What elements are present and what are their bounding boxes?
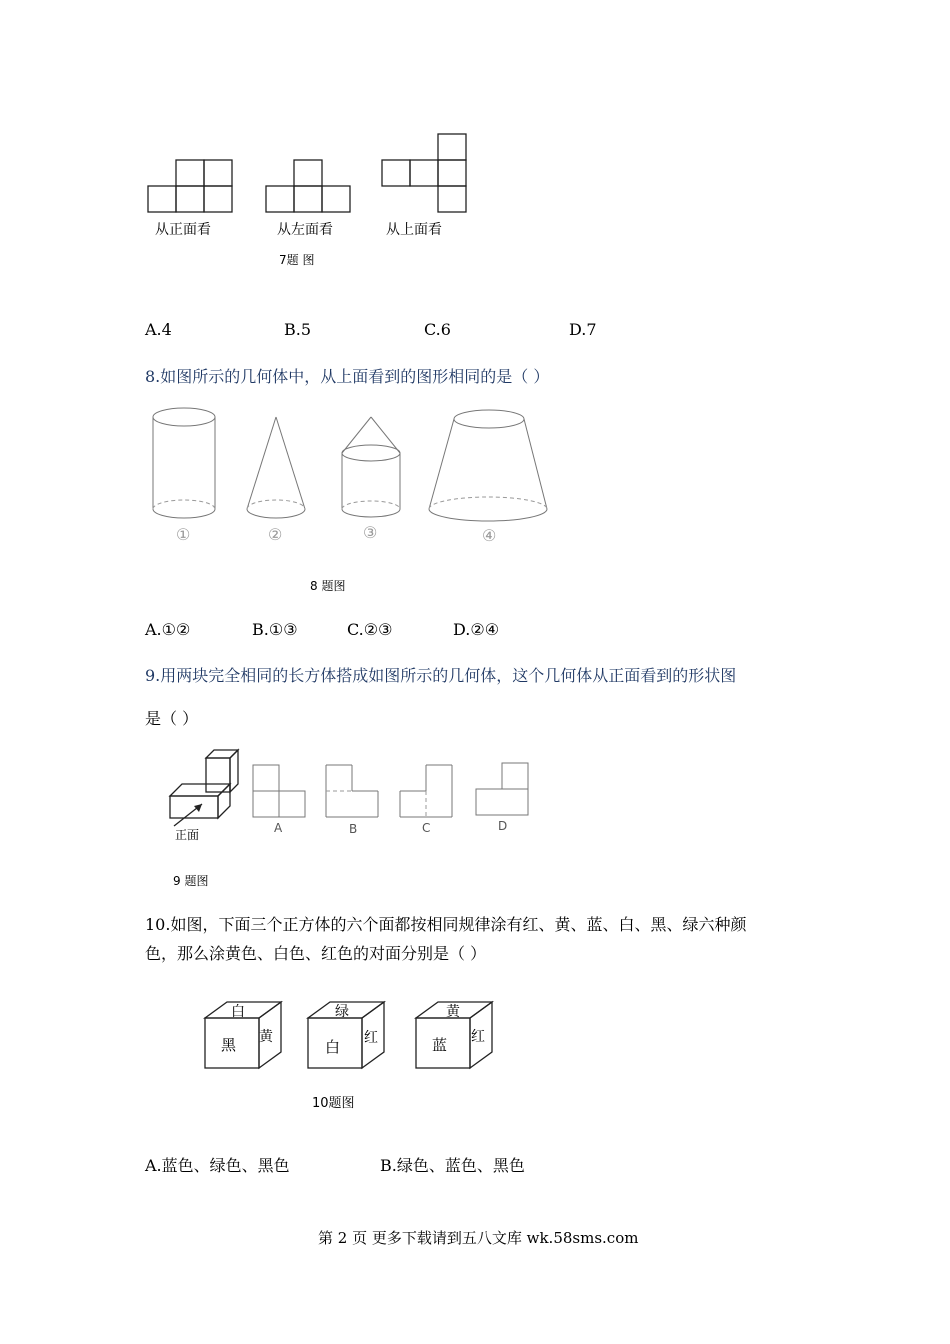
- q10-question-line2: 色，那么涂黄色、白色、红色的对面分别是（ ）: [145, 944, 487, 963]
- q9-option-c-figure: [400, 765, 456, 821]
- q10-cube-2-side: 红: [364, 1030, 378, 1046]
- q10-option-b: B.绿色、蓝色、黑色: [380, 1156, 525, 1175]
- q9-option-b-figure: [326, 765, 382, 821]
- q10-cube-1-front: 黑: [221, 1036, 237, 1054]
- q9-option-label-a: A: [274, 821, 283, 835]
- q10-cube-2-top: 绿: [335, 1004, 349, 1020]
- q7-view-label-top: 从上面看: [386, 222, 442, 238]
- q9-question-line2: 是（ ）: [145, 709, 199, 728]
- q7-front-view: [148, 160, 238, 216]
- q7-option-b: B.5: [284, 320, 312, 339]
- q10-cube-3-side: 红: [471, 1029, 485, 1045]
- q10-option-a: A.蓝色、绿色、黑色: [145, 1156, 290, 1175]
- q9-front-label: 正面: [175, 828, 200, 842]
- q8-figure-caption: 8 题图: [310, 579, 346, 593]
- q9-option-label-c: C: [422, 821, 431, 835]
- q10-figure-caption: 10题图: [312, 1096, 355, 1111]
- q10-cube-3-front: 蓝: [432, 1036, 448, 1054]
- q8-shape-label-1: ①: [176, 525, 191, 544]
- q8-option-c: C.②③: [347, 620, 393, 639]
- q7-option-d: D.7: [569, 320, 597, 339]
- q9-option-label-d: D: [498, 819, 508, 833]
- q9-option-d-figure: [476, 763, 532, 819]
- q10-cube-1-side: 黄: [259, 1029, 273, 1045]
- q8-shape-label-2: ②: [268, 525, 283, 544]
- q8-shape-label-3: ③: [363, 523, 378, 542]
- q9-solid: [164, 748, 244, 828]
- q10-cube-2-front: 白: [325, 1038, 341, 1056]
- page-footer: 第 2 页 更多下载请到五八文库 wk.58sms.com: [318, 1229, 639, 1247]
- q7-left-view: [266, 160, 356, 216]
- q10-question-line1: 10.如图，下面三个正方体的六个面都按相同规律涂有红、黄、蓝、白、黑、绿六种颜: [145, 915, 747, 934]
- q9-option-label-b: B: [349, 822, 358, 836]
- q8-frustum: [425, 405, 555, 530]
- q7-top-view: [382, 134, 472, 216]
- q8-question: 8.如图所示的几何体中，从上面看到的图形相同的是（ ）: [145, 367, 550, 386]
- q8-cylinder: [150, 405, 222, 525]
- q7-option-c: C.6: [424, 320, 451, 339]
- q7-view-label-front: 从正面看: [155, 222, 211, 238]
- q8-option-b: B.①③: [252, 620, 298, 639]
- q7-view-label-left: 从左面看: [277, 222, 333, 238]
- q9-figure-caption: 9 题图: [173, 874, 209, 888]
- q9-option-a-figure: [253, 765, 309, 821]
- q8-option-d: D.②④: [453, 620, 500, 639]
- q7-option-a: A.4: [145, 320, 172, 339]
- q8-cone: [243, 415, 315, 525]
- q8-cone-on-cylinder: [338, 415, 410, 525]
- q10-cube-3-top: 黄: [446, 1004, 460, 1020]
- q7-figure-caption: 7题 图: [279, 253, 315, 267]
- q10-cube-1-top: 白: [231, 1004, 245, 1020]
- q8-option-a: A.①②: [145, 620, 191, 639]
- q9-question-line1: 9.用两块完全相同的长方体搭成如图所示的几何体，这个几何体从正面看到的形状图: [145, 666, 737, 685]
- q8-shape-label-4: ④: [482, 526, 497, 545]
